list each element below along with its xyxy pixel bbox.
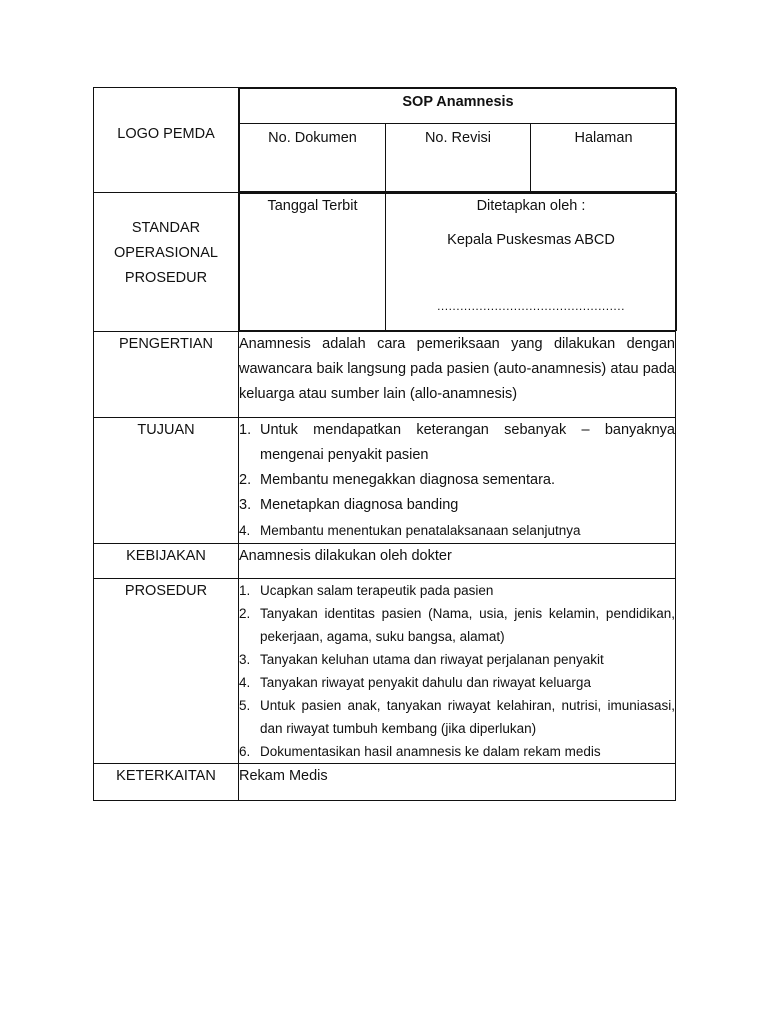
kebijakan-text: Anamnesis dilakukan oleh dokter (239, 544, 676, 579)
sop-table (93, 87, 676, 801)
list-item (239, 418, 675, 468)
list-item (239, 493, 675, 518)
tanggal-terbit-label: Tanggal Terbit (240, 194, 386, 331)
sop-inner-table (239, 193, 677, 331)
list-item-text: Membantu menegakkan diagnosa sementara. (260, 472, 556, 488)
sop-right-cell (239, 193, 676, 332)
list-item-text: Tanyakan keluhan utama dan riwayat perjalanan penyakit (260, 652, 604, 667)
header-inner-table (239, 88, 677, 192)
list-item-number: 1. (239, 583, 251, 598)
list-item-number: 2. (239, 472, 252, 488)
list-item (239, 740, 675, 763)
list-item (239, 648, 675, 671)
list-item-number: 1. (239, 422, 252, 438)
list-item (239, 602, 675, 648)
list-item-number: 4. (239, 675, 251, 690)
document-title: SOP Anamnesis (240, 89, 677, 124)
tujuan-list (239, 418, 675, 543)
keterkaitan-row (94, 764, 676, 801)
prosedur-cell (239, 579, 676, 764)
list-item (239, 518, 675, 543)
list-item-number: 3. (239, 652, 251, 667)
header-right-cell (239, 88, 676, 193)
pengertian-row (94, 332, 676, 418)
list-item-number: 4. (239, 523, 251, 538)
list-item-text: Tanyakan identitas pasien (Nama, usia, jenis kelamin, pendidikan, pekerjaan, agama, suku bangsa, alamat) (260, 606, 675, 644)
sop-label-line3: PROSEDUR (124, 270, 208, 286)
prosedur-label: PROSEDUR (94, 579, 239, 764)
list-item (239, 579, 675, 602)
ditetapkan-label: Ditetapkan oleh : (476, 198, 586, 214)
kebijakan-row (94, 544, 676, 579)
kebijakan-label: KEBIJAKAN (94, 544, 239, 579)
prosedur-list (239, 579, 675, 763)
tujuan-label: TUJUAN (94, 418, 239, 544)
list-item-number: 6. (239, 744, 251, 759)
logo-cell (94, 88, 239, 193)
ditetapkan-name: Kepala Puskesmas ABCD (447, 232, 615, 248)
list-item (239, 468, 675, 493)
list-item-text: Dokumentasikan hasil anamnesis ke dalam rekam medis (260, 744, 601, 759)
logo-label: LOGO PEMDA (117, 126, 215, 142)
sop-row (94, 193, 676, 332)
tujuan-cell (239, 418, 676, 544)
keterkaitan-label: KETERKAITAN (94, 764, 239, 801)
list-item-number: 5. (239, 698, 251, 713)
keterkaitan-text: Rekam Medis (239, 764, 676, 801)
list-item-text: Tanyakan riwayat penyakit dahulu dan riwayat keluarga (260, 675, 591, 690)
list-item-text: Untuk pasien anak, tanyakan riwayat kelahiran, nutrisi, imuniasasi, dan riwayat tumbuh kembang (jika diperlukan) (260, 698, 675, 736)
list-item-text: Untuk mendapatkan keterangan sebanyak – banyaknya mengenai penyakit pasien (260, 422, 675, 463)
no-dokumen-label: No. Dokumen (240, 124, 386, 192)
list-item (239, 671, 675, 694)
list-item-number: 2. (239, 606, 251, 621)
pengertian-label: PENGERTIAN (94, 332, 239, 418)
header-row (94, 88, 676, 193)
no-revisi-label: No. Revisi (386, 124, 531, 192)
signature-line: ................................................. (437, 299, 625, 313)
prosedur-row (94, 579, 676, 764)
list-item-text: Membantu menentukan penatalaksanaan selanjutnya (260, 523, 581, 538)
list-item-number: 3. (239, 497, 252, 513)
list-item (239, 694, 675, 740)
halaman-label: Halaman (531, 124, 677, 192)
list-item-text: Menetapkan diagnosa banding (260, 497, 459, 513)
sop-label-cell (94, 193, 239, 332)
tujuan-row (94, 418, 676, 544)
pengertian-text: Anamnesis adalah cara pemeriksaan yang dilakukan dengan wawancara baik langsung pada pasien (auto-anamnesis) atau pada keluarga atau sumber lain (allo-anamnesis) (239, 332, 676, 418)
list-item-text: Ucapkan salam terapeutik pada pasien (260, 583, 494, 598)
ditetapkan-cell (386, 194, 677, 331)
sop-label-line1: STANDAR (131, 220, 201, 236)
sop-label-line2: OPERASIONAL (114, 245, 218, 261)
